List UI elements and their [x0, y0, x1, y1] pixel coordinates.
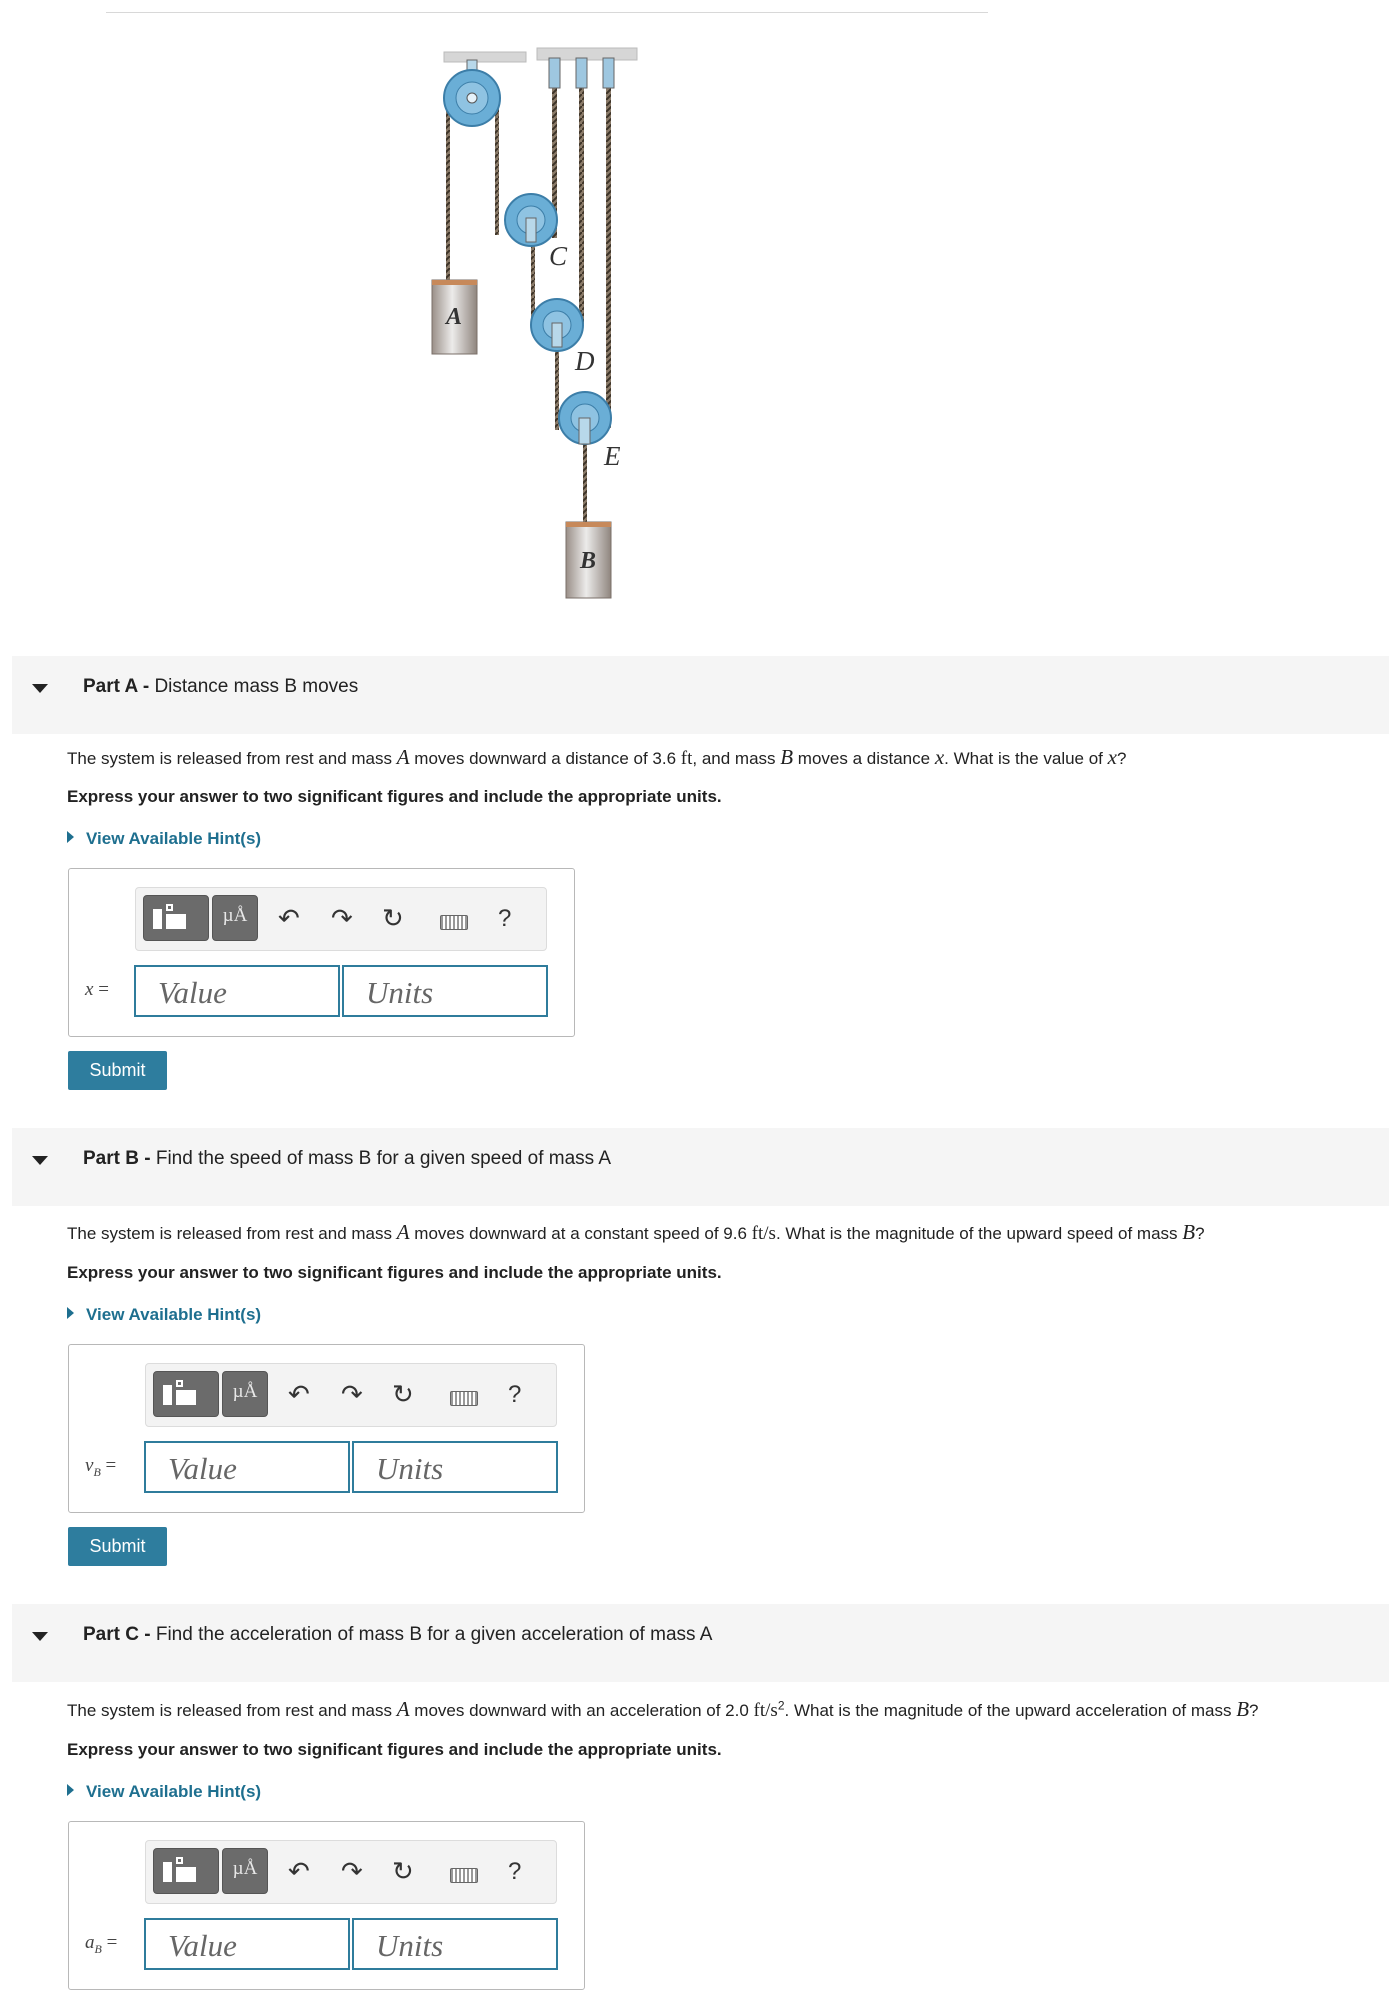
- templates-button[interactable]: [153, 1848, 219, 1894]
- anchor: [603, 58, 614, 88]
- part-a-header[interactable]: [12, 656, 1389, 734]
- templates-icon: [163, 1385, 172, 1405]
- part-a-question: The system is released from rest and mass A moves downward a distance of 3.6 ft, and mass B moves a distance x. What is the value of x?: [67, 745, 1127, 769]
- part-c-variable-label: $a_B$ =: [85, 1932, 118, 1956]
- part-c-instruction: Express your answer to two significant figures and include the appropriate units.: [67, 1740, 722, 1759]
- part-a-units-input[interactable]: Units: [342, 965, 548, 1017]
- templates-icon: [153, 909, 162, 929]
- part-a-variable-label: x =: [85, 979, 109, 1000]
- rope: [606, 58, 611, 428]
- undo-icon[interactable]: ↶: [278, 903, 300, 933]
- part-c-math-toolbar: [145, 1840, 557, 1904]
- part-b-instruction: Express your answer to two significant figures and include the appropriate units.: [67, 1263, 722, 1282]
- keyboard-icon[interactable]: [450, 1868, 478, 1883]
- part-c-hint-link[interactable]: View Available Hint(s): [67, 1782, 261, 1802]
- keyboard-icon[interactable]: [450, 1391, 478, 1406]
- part-b-value-input[interactable]: Value: [144, 1441, 350, 1493]
- part-b-title: Part B - Find the speed of mass B for a given speed of mass A: [83, 1148, 612, 1169]
- part-a-title: Part A - Distance mass B moves: [83, 676, 359, 697]
- undo-icon[interactable]: ↶: [288, 1379, 310, 1409]
- expand-triangle-icon: [67, 831, 74, 843]
- expand-triangle-icon: [67, 1784, 74, 1796]
- part-c-units-input[interactable]: Units: [352, 1918, 558, 1970]
- collapse-caret-icon[interactable]: [32, 684, 48, 693]
- part-b-units-input[interactable]: Units: [352, 1441, 558, 1493]
- help-button[interactable]: ?: [498, 905, 512, 932]
- part-b-math-toolbar: [145, 1363, 557, 1427]
- pulley-axle: [467, 93, 477, 103]
- reset-icon[interactable]: ↻: [392, 1379, 414, 1409]
- redo-icon[interactable]: ↷: [341, 1856, 363, 1886]
- pulley-bracket: [552, 323, 562, 347]
- anchor: [576, 58, 587, 88]
- help-button[interactable]: ?: [508, 1858, 522, 1885]
- rope: [495, 100, 499, 235]
- mass-cap: [432, 280, 477, 285]
- units-button[interactable]: µÅ: [222, 1371, 268, 1417]
- part-b-submit-button[interactable]: Submit: [68, 1527, 167, 1566]
- templates-button[interactable]: [143, 895, 209, 941]
- label-b: B: [579, 548, 597, 574]
- pulley-system-figure: [420, 40, 660, 610]
- mass-cap: [566, 522, 611, 527]
- rope: [579, 58, 584, 324]
- part-b-header[interactable]: [12, 1128, 1389, 1206]
- part-a-submit-button[interactable]: Submit: [68, 1051, 167, 1090]
- part-a-answer-box: [68, 868, 575, 1037]
- templates-button[interactable]: [153, 1371, 219, 1417]
- part-c-title: Part C - Find the acceleration of mass B for a given acceleration of mass A: [83, 1624, 713, 1645]
- pulley-bracket: [526, 218, 536, 242]
- redo-icon[interactable]: ↷: [331, 903, 353, 933]
- label-c: C: [549, 241, 568, 271]
- part-a-instruction: Express your answer to two significant figures and include the appropriate units.: [67, 787, 722, 806]
- templates-icon: [163, 1862, 172, 1882]
- ceiling-left: [444, 52, 526, 62]
- label-e: E: [604, 441, 621, 471]
- collapse-caret-icon[interactable]: [32, 1632, 48, 1641]
- part-b-answer-box: [68, 1344, 585, 1513]
- part-b-question: The system is released from rest and mass A moves downward at a constant speed of 9.6 ft/s. What is the magnitude of the upward speed of mass B?: [67, 1220, 1205, 1244]
- part-c-answer-box: [68, 1821, 585, 1990]
- part-b-hint-link[interactable]: View Available Hint(s): [67, 1305, 261, 1325]
- undo-icon[interactable]: ↶: [288, 1856, 310, 1886]
- collapse-caret-icon[interactable]: [32, 1156, 48, 1165]
- help-button[interactable]: ?: [508, 1381, 522, 1408]
- part-c-value-input[interactable]: Value: [144, 1918, 350, 1970]
- reset-icon[interactable]: ↻: [392, 1856, 414, 1886]
- part-a-value-input[interactable]: Value: [134, 965, 340, 1017]
- redo-icon[interactable]: ↷: [341, 1379, 363, 1409]
- units-button[interactable]: µÅ: [212, 895, 258, 941]
- label-a: A: [445, 304, 463, 330]
- reset-icon[interactable]: ↻: [382, 903, 404, 933]
- part-b-variable-label: $v_B$ =: [85, 1455, 117, 1479]
- pulley-bracket: [579, 418, 590, 444]
- anchor: [549, 58, 560, 88]
- part-c-header[interactable]: [12, 1604, 1389, 1682]
- part-a-math-toolbar: [135, 887, 547, 951]
- units-button[interactable]: µÅ: [222, 1848, 268, 1894]
- part-c-question: The system is released from rest and mass A moves downward with an acceleration of 2.0 $ft/s^2$. What is the magnitude of the upward acceleration of mass B?: [67, 1697, 1259, 1721]
- part-a-hint-link[interactable]: View Available Hint(s): [67, 829, 261, 849]
- top-divider: [106, 12, 988, 13]
- expand-triangle-icon: [67, 1307, 74, 1319]
- keyboard-icon[interactable]: [440, 915, 468, 930]
- label-d: D: [575, 346, 595, 376]
